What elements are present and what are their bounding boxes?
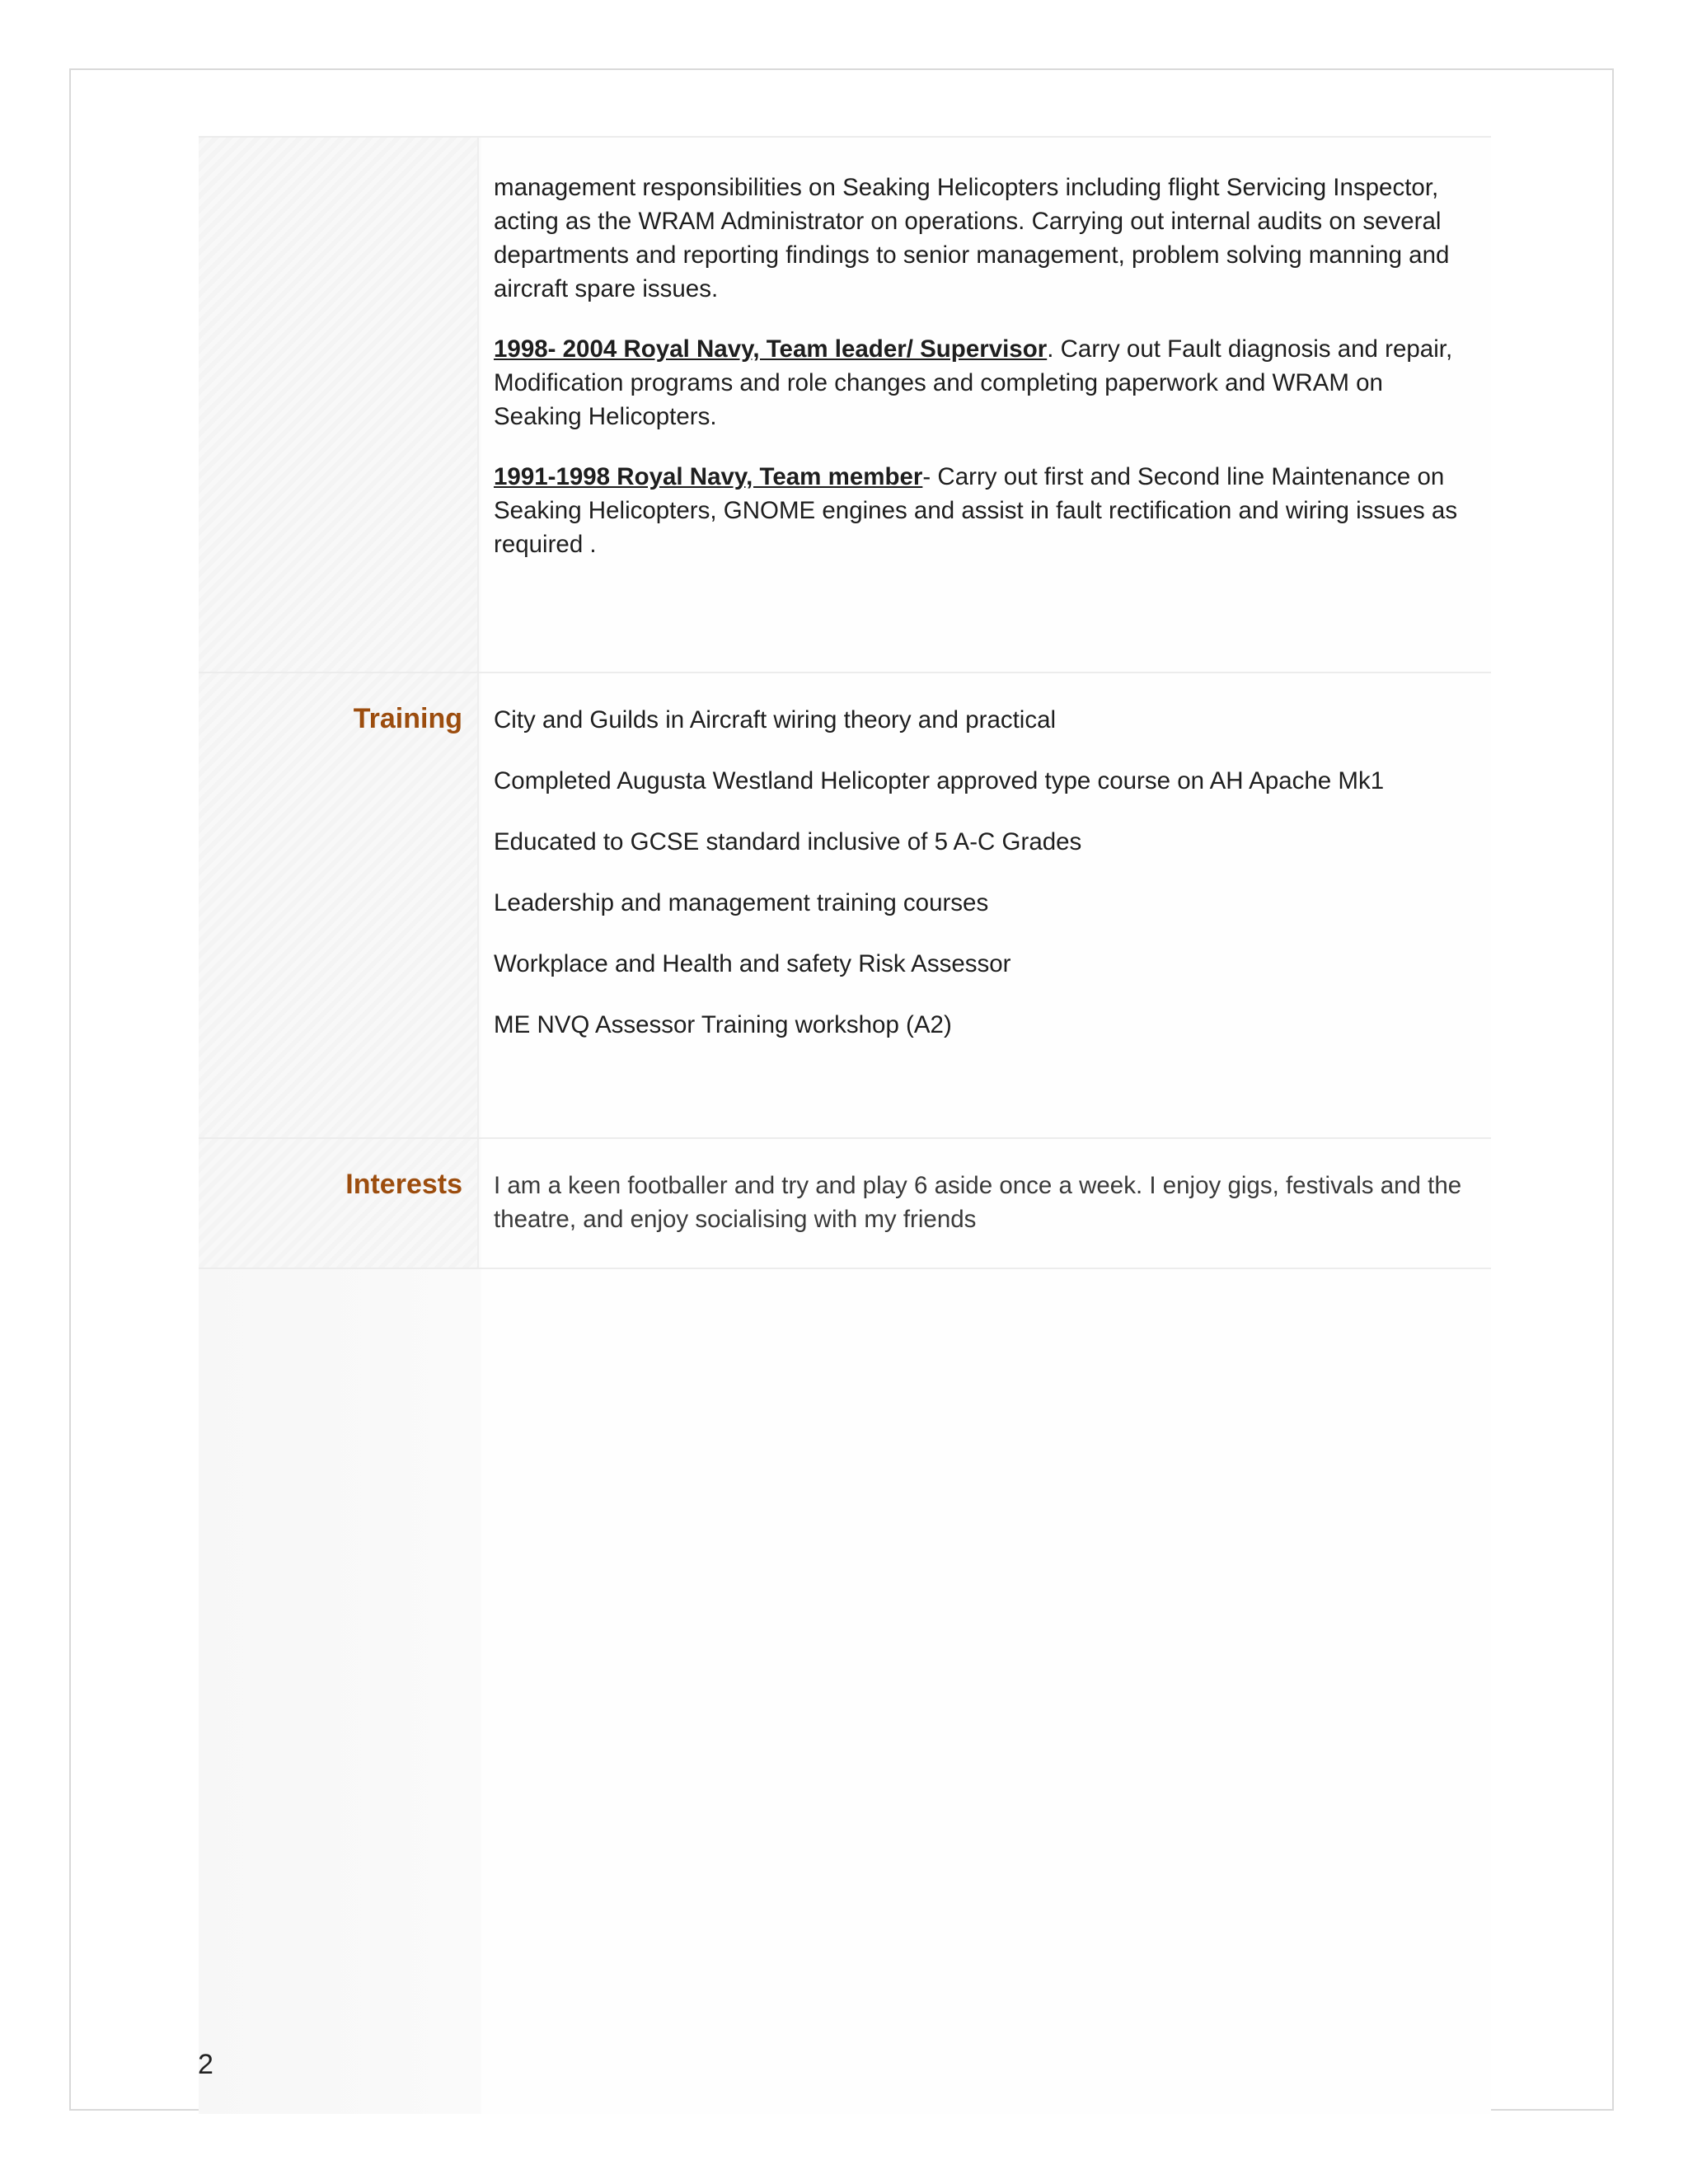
experience-continuation-text: management responsibilities on Seaking Helicopters including flight Servicing Inspector, acting as the WRAM Administrator on operations. Carrying out internal audits on several departments and reporting findings to senior management, problem solving manning and aircraft spare issues.	[494, 174, 1450, 302]
entry-description: Carry out first and Second line Maintenance on Seaking Helicopters, GNOME engines and assist in fault rectification and wiring issues as required .	[494, 463, 1458, 558]
interests-content	[494, 1169, 1475, 1236]
interests-label-column	[199, 1139, 479, 1268]
entry-title: 1998- 2004 Royal Navy, Team leader/ Supervisor	[494, 335, 1048, 363]
training-item: Educated to GCSE standard inclusive of 5 A-C Grades	[494, 828, 1082, 855]
experience-section	[199, 136, 1491, 673]
entry-separator: -	[922, 463, 938, 490]
entry-description: Carry out Fault diagnosis and repair, Modification programs and role changes and completing paperwork and WRAM on Seaking Helicopters.	[494, 335, 1453, 430]
entry-title: 1991-1998 Royal Navy, Team member	[494, 463, 923, 490]
interests-heading: Interests	[345, 1169, 462, 1200]
page-number: 2	[198, 2049, 213, 2080]
experience-entry	[494, 460, 1475, 561]
interests-text: I am a keen footballer and try and play 6 aside once a week. I enjoy gigs, festivals and the theatre, and enjoy socialising with my friends	[494, 1172, 1462, 1233]
experience-entry	[494, 332, 1475, 434]
training-item: Completed Augusta Westland Helicopter approved type course on AH Apache Mk1	[494, 767, 1385, 794]
training-item: City and Guilds in Aircraft wiring theory and practical	[494, 706, 1057, 733]
training-section	[199, 672, 1491, 1139]
training-list	[494, 703, 1475, 1069]
experience-label-column	[199, 138, 479, 673]
training-item: Workplace and Health and safety Risk Assessor	[494, 950, 1011, 977]
experience-content	[494, 171, 1475, 561]
interests-section	[199, 1137, 1491, 1269]
training-item: ME NVQ Assessor Training workshop (A2)	[494, 1011, 952, 1038]
training-heading: Training	[353, 703, 462, 734]
training-item: Leadership and management training courses	[494, 889, 989, 916]
training-label-column	[199, 673, 479, 1139]
entry-separator: .	[1047, 335, 1061, 363]
